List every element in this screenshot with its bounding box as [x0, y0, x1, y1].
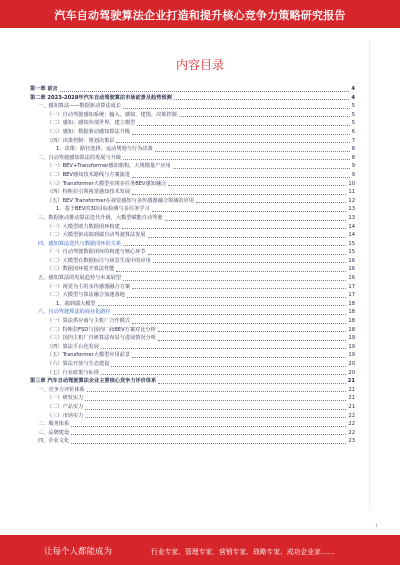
toc-entry-title: （二）感知：感知外部世界，建立模型 — [47, 120, 136, 127]
toc-entry-page: 13 — [348, 206, 355, 213]
toc-entry[interactable] — [30, 119, 355, 128]
toc-leader-dots — [87, 391, 347, 392]
toc-entry[interactable] — [30, 369, 355, 378]
toc-entry[interactable] — [30, 111, 355, 120]
toc-entry-page: 8 — [351, 146, 355, 153]
toc-entry-page: 21 — [348, 403, 355, 410]
toc-leader-dots — [122, 228, 347, 229]
toc-leader-dots — [71, 426, 346, 427]
toc-entry[interactable] — [30, 283, 355, 292]
toc-leader-dots — [98, 305, 347, 306]
toc-entry-page: 19 — [348, 343, 355, 350]
toc-entry-title: （二）BEV感知技术路线与方案演进 — [47, 171, 131, 178]
toc-leader-dots — [155, 151, 350, 152]
toc-leader-dots — [165, 220, 347, 221]
toc-leader-dots — [148, 237, 347, 238]
page-rule — [369, 40, 370, 510]
toc-entry-page: 9 — [351, 163, 355, 170]
toc-entry-title: （六）算法开放与生态建设 — [47, 361, 110, 367]
toc-leader-dots — [158, 383, 345, 384]
toc-entry-title: （一）视觉为主的多传感器融合方案 — [47, 283, 131, 290]
toc-entry[interactable] — [30, 377, 355, 386]
toc-entry-page: 22 — [348, 429, 355, 436]
toc-entry-title: 第三章 汽车自动驾驶算法企业主要核心竞争力评价体系 — [30, 378, 157, 385]
toc-entry[interactable] — [30, 334, 355, 343]
toc-entry-title: 四、感知算法迭代与数据闭环的关系 — [38, 240, 122, 247]
toc-leader-dots — [85, 417, 346, 418]
toc-leader-dots — [158, 331, 347, 332]
toc-entry[interactable] — [30, 128, 355, 137]
toc-entry-title: （一）研发实力 — [47, 395, 84, 402]
toc-entry-title: （三）Transformer大模型实现多任务BEV感知融合 — [47, 180, 167, 187]
footer-slogan: 让每个人都能成为 — [44, 547, 113, 557]
toc-entry[interactable] — [30, 205, 355, 214]
toc-entry-page: 13 — [348, 214, 355, 221]
toc-entry-title: （二）特斯拉FSD与国内厂商BEV方案对比分析 — [47, 326, 156, 333]
toc-entry-page: 12 — [348, 197, 355, 204]
toc-entry-page: 7 — [351, 137, 355, 144]
toc-entry[interactable] — [30, 240, 355, 249]
toc-entry-title: 六、自动驾驶算法的商业化路径 — [38, 309, 111, 316]
toc-entry-title: 二、服务体系 — [38, 421, 70, 428]
toc-entry-page: 5 — [351, 120, 355, 127]
toc-entry-title: 1、端到端大模型 — [56, 300, 96, 307]
toc-leader-dots — [148, 254, 347, 255]
toc-entry-title: （四）特斯拉引领视觉感知技术发展 — [47, 189, 131, 196]
toc-entry[interactable] — [30, 188, 355, 197]
toc-entry-page: 20 — [348, 369, 355, 376]
toc-leader-dots — [123, 245, 346, 246]
toc-leader-dots — [71, 434, 346, 435]
toc-leader-dots — [152, 211, 347, 212]
toc-entry-title: （五）BEV Transformer在视觉感知与多传感器融合领域的应用 — [47, 197, 194, 204]
toc-leader-dots — [113, 314, 347, 315]
toc-entry-page: 14 — [348, 232, 355, 239]
toc-leader-dots — [116, 142, 349, 143]
toc-entry[interactable] — [30, 197, 355, 206]
toc-entry-page: 5 — [351, 111, 355, 118]
toc-leader-dots — [111, 366, 346, 367]
toc-leader-dots — [168, 185, 346, 186]
toc-entry-title: 四、企业文化 — [38, 438, 70, 445]
toc-entry-title: （三）国内主机厂自研算法布局与进展情况分析 — [47, 335, 156, 342]
toc-entry-page: 9 — [351, 171, 355, 178]
toc-entry[interactable] — [30, 248, 355, 257]
toc-entry[interactable] — [30, 300, 355, 309]
toc-entry[interactable] — [30, 386, 355, 395]
toc-entry-page: 11 — [348, 189, 355, 196]
toc-entry[interactable] — [30, 308, 355, 317]
toc-leader-dots — [174, 99, 350, 100]
toc-entry[interactable] — [30, 437, 355, 446]
toc-leader-dots — [132, 357, 346, 358]
toc-entry-title: 1、基于BEV的3D目标检测与多任务学习 — [56, 206, 150, 213]
toc-leader-dots — [71, 443, 346, 444]
toc-entry-title: 一、感知算法——数据驱动算法成长 — [38, 103, 122, 110]
toc-entry[interactable] — [30, 257, 355, 266]
toc-leader-dots — [60, 91, 350, 92]
toc-leader-dots — [85, 409, 346, 410]
toc-entry-title: （五）Transformer大模型应用前景 — [47, 352, 131, 359]
toc-entry[interactable] — [30, 265, 355, 274]
toc-leader-dots — [123, 108, 350, 109]
toc-entry[interactable] — [30, 145, 355, 154]
toc-entry-title: 三、品牌建设 — [38, 429, 70, 436]
toc-entry[interactable] — [30, 420, 355, 429]
toc-entry[interactable] — [30, 412, 355, 421]
toc-entry[interactable] — [30, 214, 355, 223]
toc-entry-page: 17 — [348, 292, 355, 299]
toc-entry[interactable] — [30, 343, 355, 352]
toc-entry-title: （二）大模型在数据标注与场景生成中的应用 — [47, 257, 151, 264]
toc-entry-page: 19 — [348, 335, 355, 342]
footer-bar — [0, 535, 400, 565]
toc-entry[interactable] — [30, 274, 355, 283]
toc-leader-dots — [153, 262, 347, 263]
toc-entry-title: （一）算法供应商与主机厂合作模式 — [47, 318, 131, 325]
toc-entry-page: 23 — [348, 438, 355, 445]
toc-entry-title: （三）感知：数据驱动感知算法升级 — [47, 128, 131, 135]
toc-leader-dots — [196, 202, 346, 203]
toc-entry-title: （四）决策控制：规划决策层 — [47, 137, 115, 144]
toc-entry-title: 1、决策：路径选择、运动规划与行为决策 — [56, 146, 153, 153]
toc-entry-title: 五、感知算法的发展趋势与未来展望 — [38, 275, 122, 282]
toc-entry-page: 14 — [348, 223, 355, 230]
toc-entry-page: 18 — [348, 309, 355, 316]
toc-entry-title: （一）自动驾驶感知系统：输入、感知、建图、决策控制 — [47, 111, 177, 118]
toc-leader-dots — [123, 280, 346, 281]
toc-leader-dots — [137, 125, 349, 126]
toc-entry[interactable] — [30, 94, 355, 103]
toc-entry-title: （二）大模型与算法融合加速落地 — [47, 292, 125, 299]
toc-leader-dots — [116, 271, 346, 272]
page-number: 1 — [375, 524, 378, 529]
toc-leader-dots — [132, 288, 346, 289]
toc-entry-page: 22 — [348, 421, 355, 428]
toc-entry-title: 第一章 前言 — [30, 86, 58, 92]
toc-entry[interactable] — [30, 317, 355, 326]
toc-entry-page: 20 — [348, 361, 355, 367]
toc-entry-page: 22 — [348, 412, 355, 419]
toc-entry-page: 5 — [351, 103, 355, 110]
toc-entry-page: 19 — [348, 352, 355, 359]
toc-entry-page: 18 — [348, 300, 355, 307]
toc-entry-page: 16 — [348, 266, 355, 273]
toc-entry-page: 15 — [348, 240, 355, 247]
toc-entry[interactable] — [30, 85, 355, 94]
toc-leader-dots — [132, 134, 350, 135]
toc-entry[interactable] — [30, 137, 355, 146]
report-title: 汽车自动驾驶算法企业打造和提升核心竞争力策略研究报告 — [54, 9, 346, 22]
toc-entry-page: 15 — [348, 249, 355, 256]
toc-entry[interactable] — [30, 154, 355, 163]
toc-entry[interactable] — [30, 326, 355, 335]
toc-entry-page: 18 — [348, 318, 355, 325]
toc-entry-title: 第二章 2023-2028年汽车自动驾驶算法市场前景及趋势预测 — [30, 94, 172, 101]
toc-entry[interactable] — [30, 162, 355, 171]
toc-entry-title: （二）产品实力 — [47, 403, 84, 410]
toc-entry[interactable] — [30, 403, 355, 412]
toc-entry-title: 三、数据驱动推动算法迭代升级，大模型赋能自动驾驶 — [38, 214, 163, 221]
toc-entry-page: 18 — [348, 326, 355, 333]
toc-leader-dots — [127, 297, 347, 298]
toc-leader-dots — [179, 116, 350, 117]
toc-leader-dots — [85, 400, 346, 401]
toc-entry-title: （二）大模型驱动端到端自动驾驶算法发展 — [47, 232, 146, 239]
toc-entry-title: （七）行业政策与标准 — [47, 369, 99, 376]
toc-entry-page: 21 — [347, 378, 355, 385]
toc-leader-dots — [158, 340, 346, 341]
toc-entry[interactable] — [30, 291, 355, 300]
footer-tagline: 行业专家、管理专家、营销专家、战略专家、成功企业家…… — [151, 548, 335, 556]
table-of-contents — [30, 85, 355, 446]
toc-entry[interactable] — [30, 223, 355, 232]
toc-entry-title: （一）自动驾驶数据闭环的构建与核心环节 — [47, 249, 146, 256]
toc-entry-page: 16 — [348, 275, 355, 282]
toc-entry-page: 16 — [348, 257, 355, 264]
toc-leader-dots — [132, 323, 346, 324]
toc-entry[interactable] — [30, 231, 355, 240]
toc-entry[interactable] — [30, 429, 355, 438]
toc-entry-title: （一）大模型助力数据闭环构建 — [47, 223, 120, 230]
toc-entry-page: 6 — [351, 128, 355, 135]
toc-entry[interactable] — [30, 351, 355, 360]
toc-entry-page: 4 — [351, 86, 355, 92]
toc-entry-page: 10 — [348, 180, 355, 187]
toc-entry-title: 二、自动驾驶感知算法的发展与升级 — [38, 154, 122, 161]
report-header-bar — [0, 0, 400, 28]
toc-entry[interactable] — [30, 360, 355, 369]
toc-entry-title: （一）BEV+Transformer感知架构，大规模量产应用 — [47, 163, 171, 170]
toc-leader-dots — [123, 159, 350, 160]
toc-entry-page: 21 — [348, 395, 355, 402]
toc-entry-page: 4 — [351, 94, 355, 101]
toc-entry-title: （三）市场实力 — [47, 412, 84, 419]
toc-leader-dots — [173, 168, 350, 169]
toc-leader-dots — [101, 348, 347, 349]
toc-heading: 内容目录 — [175, 58, 224, 72]
toc-entry-title: 一、竞争力评价体系 — [38, 386, 85, 393]
toc-entry-page: 17 — [348, 283, 355, 290]
toc-leader-dots — [132, 194, 346, 195]
toc-entry-title: （四）算法平台化发展 — [47, 343, 99, 350]
toc-entry-title: （三）数据闭环提升算法性能 — [47, 266, 115, 273]
toc-entry-page: 8 — [351, 154, 355, 161]
toc-entry[interactable] — [30, 394, 355, 403]
toc-entry[interactable] — [30, 180, 355, 189]
toc-entry[interactable] — [30, 102, 355, 111]
toc-leader-dots — [101, 374, 347, 375]
toc-entry[interactable] — [30, 171, 355, 180]
toc-leader-dots — [132, 177, 350, 178]
toc-entry-page: 21 — [348, 386, 355, 393]
